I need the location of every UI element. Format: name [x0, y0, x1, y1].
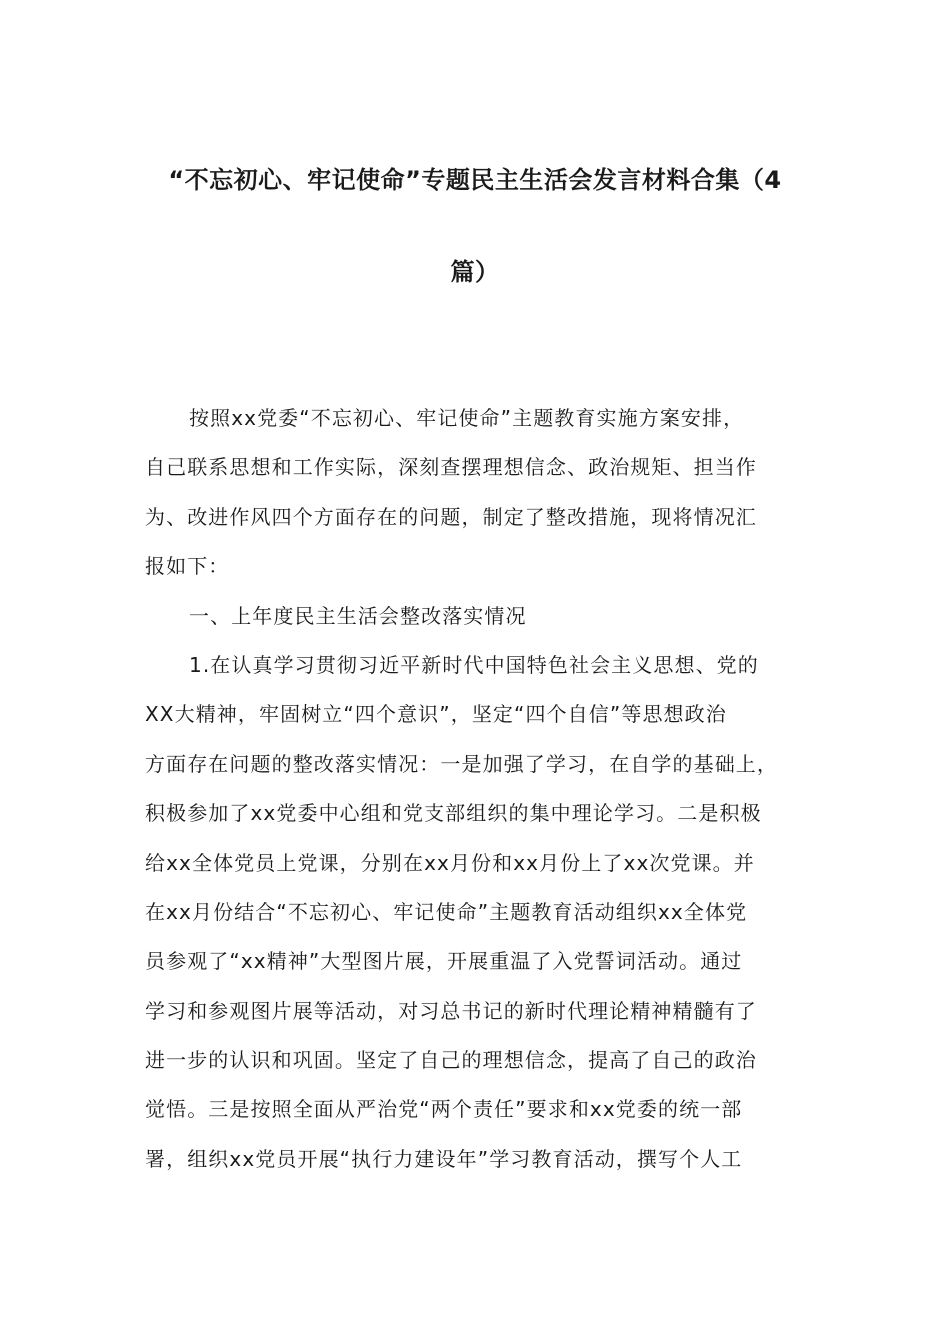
section-heading: 一、上年度民主生活会整改落实情况: [189, 603, 527, 628]
body-line: 署，组织xx党员开展“执行力建设年”学习教育活动，撰写个人工: [145, 1146, 743, 1171]
body-line: 自己联系思想和工作实际，深刻查摆理想信念、政治规矩、担当作: [145, 455, 757, 480]
body-line: 按照xx党委“不忘初心、牢记使命”主题教育实施方案安排，: [189, 406, 745, 430]
body-line: 积极参加了xx党委中心组和党支部组织的集中理论学习。二是积极: [145, 801, 762, 826]
document-body: [145, 394, 825, 1184]
document-title-line-1: “不忘初心、牢记使命”专题民主生活会发言材料合集（4: [168, 166, 782, 194]
body-line: 给xx全体党员上党课，分别在xx月份和xx月份上了xx次党课。并: [145, 850, 755, 875]
body-line: 为、改进作风四个方面存在的问题，制定了整改措施，现将情况汇: [145, 504, 757, 529]
body-line: 学习和参观图片展等活动，对习总书记的新时代理论精神精髓有了: [145, 998, 757, 1023]
body-line: 1.在认真学习贯彻习近平新时代中国特色社会主义思想、党的: [189, 652, 759, 677]
body-line: 报如下：: [145, 554, 230, 579]
body-line: XX大精神，牢固树立“四个意识”，坚定“四个自信”等思想政治: [145, 702, 727, 727]
body-line: 在xx月份结合“不忘初心、牢记使命”主题教育活动组织xx全体党: [145, 899, 748, 924]
document-title-line-2: 篇）: [450, 258, 500, 286]
body-line: 员参观了“xx精神”大型图片展，开展重温了入党誓词活动。通过: [145, 949, 743, 974]
body-line: 进一步的认识和巩固。坚定了自己的理想信念，提高了自己的政治: [145, 1048, 757, 1073]
body-line: 方面存在问题的整改落实情况：一是加强了学习，在自学的基础上，: [145, 751, 778, 776]
body-line: 觉悟。三是按照全面从严治党“两个责任”要求和xx党委的统一部: [145, 1097, 743, 1122]
